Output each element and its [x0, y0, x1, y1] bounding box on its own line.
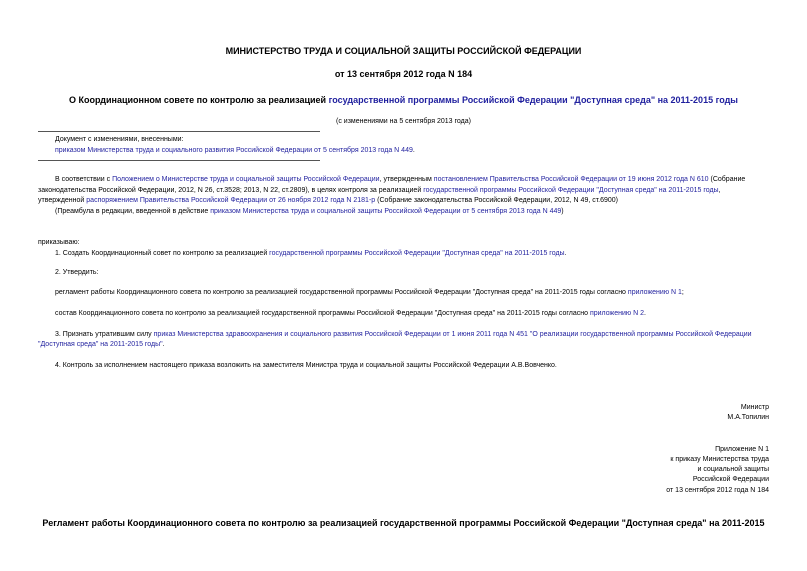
- item-text: .: [643, 310, 646, 317]
- preamble-line-2: [38, 186, 721, 196]
- order-449-link[interactable]: приказом Министерства труда и социальной защиты Российской Федерации от 5 сентября 2013 года N 449: [210, 208, 562, 215]
- order-2181-link[interactable]: распоряжением Правительства Российской Федерации от 26 ноября 2012 года N 2181-р: [86, 197, 376, 204]
- appendix-line: и социальной защиты: [697, 466, 769, 473]
- preamble-text: В соответствии с: [55, 176, 113, 183]
- item-text: 1. Создать Координационный совет по контролю за реализацией: [55, 250, 270, 257]
- divider: [38, 160, 320, 161]
- changes-line: [55, 146, 415, 156]
- item-text: ;: [681, 289, 684, 296]
- appendix-line: Приложение N 1: [715, 446, 769, 453]
- signature-name: М.А.Топилин: [727, 414, 769, 421]
- preamble-text: (Собрание законодательства Российской Федерации, 2012, N 49, ст.6900): [375, 197, 619, 204]
- order-451-link[interactable]: приказ Министерства здравоохранения и социального развития Российской Федерации от 1 июня 2011 года N 451 "О реализации государственной программы Российской Федерации: [153, 331, 752, 338]
- item-text: .: [564, 250, 567, 257]
- preamble-text: ,: [718, 187, 721, 194]
- changes-label: Документ с изменениями, внесенными:: [55, 136, 184, 143]
- appendix-line: к приказу Министерства труда: [670, 456, 769, 463]
- changes-link[interactable]: приказом Министерства труда и социального развития Российской Федерации от 5 сентября 2013 года N 449: [55, 147, 413, 154]
- program-link[interactable]: государственной программы Российской Федерации "Доступная среда" на 2011-2015 годы: [423, 187, 719, 194]
- preamble-text: законодательства Российской Федерации, 2012, N 26, ст.3528; 2013, N 22, ст.2809), в целях контроля за реализацией: [38, 187, 424, 194]
- divider: [38, 131, 320, 132]
- preamble-note: [55, 207, 564, 217]
- signature-title: Министр: [740, 404, 769, 411]
- order-item-3: [55, 330, 752, 340]
- changes-tail: .: [412, 147, 415, 154]
- regulation-link[interactable]: Положением о Министерстве труда и социальной защиты Российской Федерации: [112, 176, 380, 183]
- order-item-3-cont: [38, 340, 165, 350]
- order-451-link[interactable]: "Доступная среда" на 2011-2015 годы": [38, 341, 163, 348]
- appendix-1-link[interactable]: приложению N 1: [627, 289, 682, 296]
- order-item-4: 4. Контроль за исполнением настоящего приказа возложить на заместителя Министра труда и социальной защиты Российской Федерации А.В.Вовченко.: [55, 362, 557, 369]
- note-text: ): [561, 208, 564, 215]
- preamble-line-3: [38, 196, 618, 206]
- order-item-regulation: [55, 288, 684, 298]
- decree-610-link[interactable]: постановлением Правительства Российской Федерации от 19 июня 2012 года N 610: [433, 176, 709, 183]
- appendix-2-link[interactable]: приложению N 2: [589, 310, 644, 317]
- order-item-1: [55, 249, 567, 259]
- orders-label: приказываю:: [38, 239, 80, 246]
- preamble-text: утвержденной: [38, 197, 87, 204]
- preamble-line-1: [55, 175, 745, 185]
- order-date: от 13 сентября 2012 года N 184: [334, 69, 473, 79]
- appendix-heading: Регламент работы Координационного совета по контролю за реализацией государственной программы Российской Федерации "Доступная среда" на 2011-2015: [42, 518, 765, 528]
- subject-text: О Координационном совете по контролю за реализацией: [69, 95, 329, 105]
- preamble-text: , утвержденным: [379, 176, 434, 183]
- note-text: (Преамбула в редакции, введенной в действие: [55, 208, 211, 215]
- item-text: 3. Признать утратившим силу: [55, 331, 154, 338]
- preamble-text: (Собрание: [708, 176, 746, 183]
- appendix-line: Российской Федерации: [692, 476, 769, 483]
- appendix-line: от 13 сентября 2012 года N 184: [666, 487, 769, 494]
- item-text: .: [162, 341, 165, 348]
- order-subject: [0, 95, 807, 105]
- order-item-composition: [55, 309, 646, 319]
- revision-note: (с изменениями на 5 сентября 2013 года): [336, 118, 471, 125]
- item-text: регламент работы Координационного совета по контролю за реализацией государственной программы Российской Федерации "Доступная среда" на 2011-2015 годы согласно: [55, 289, 628, 296]
- order-item-2: 2. Утвердить:: [55, 269, 99, 276]
- subject-link[interactable]: государственной программы Российской Федерации "Доступная среда" на 2011-2015 годы: [328, 95, 738, 105]
- program-link[interactable]: государственной программы Российской Федерации "Доступная среда" на 2011-2015 годы: [269, 250, 565, 257]
- item-text: состав Координационного совета по контролю за реализацией государственной программы Российской Федерации "Доступная среда" на 2011-2015 годы согласно: [55, 310, 590, 317]
- ministry-title: МИНИСТЕРСТВО ТРУДА И СОЦИАЛЬНОЙ ЗАЩИТЫ РОССИЙСКОЙ ФЕДЕРАЦИИ: [225, 46, 582, 56]
